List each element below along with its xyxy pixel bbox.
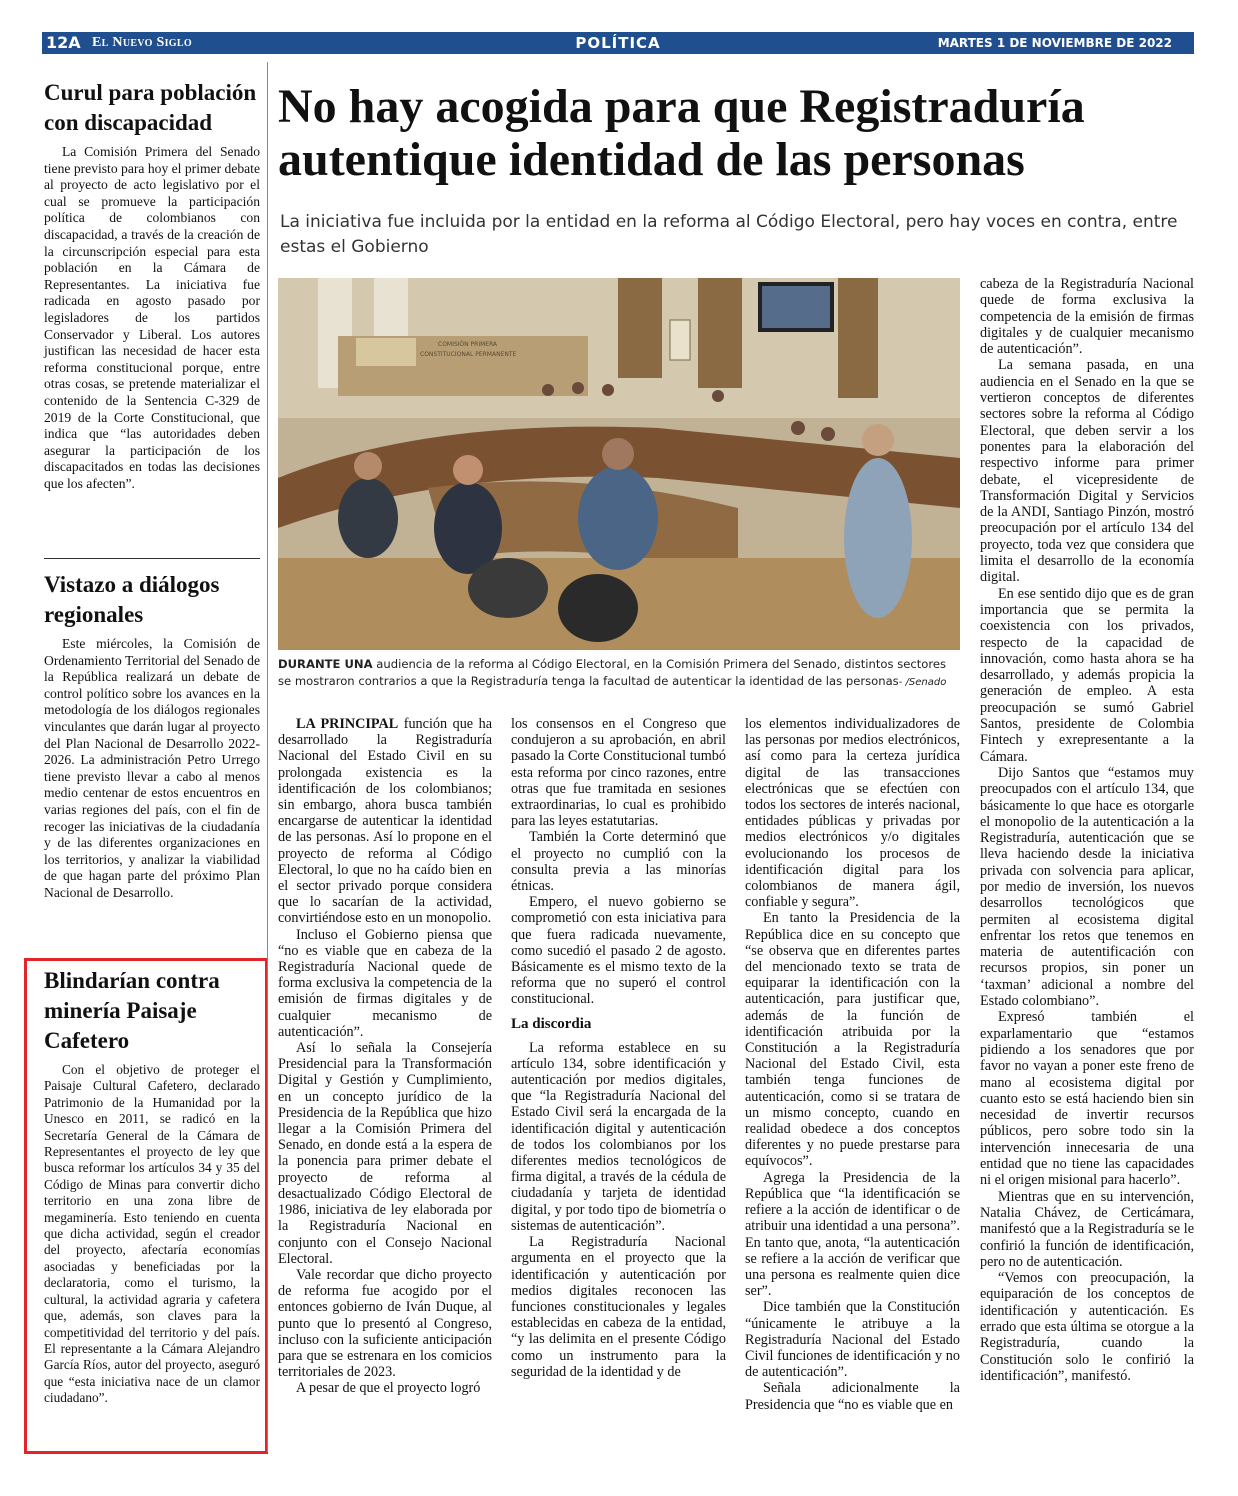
article-paragraph: Dijo Santos que “estamos muy preocupados con el artículo 134, que básicamente lo que hace es otorgarle el monopolio de la autenticación a la Registraduría, autenticación que se lleva haciendo desde la iniciativa privada con solvencia para aplicar, por medio de inversión, los nuevos desarrollos tecnológicos que permiten al ecosistema digital enfrentar los retos que tenemos en materia de autentificación con recursos propios, sin poner un ‘taxman’ adicional a nombre del Estado colombiano”. (980, 764, 1194, 1010)
article-column-4 (980, 276, 1194, 1384)
article-paragraph: cabeza de la Registraduría Nacional quede de forma exclusiva la competencia de la emisión de firmas digitales y de cualquier mecanismo de autenticación”. (980, 276, 1194, 358)
article-paragraph: También la Corte determinó que el proyecto no cumplió con la consulta previa a las minorías étnicas. (511, 829, 726, 895)
brief-title: Vistazo a diálogos regionales (44, 572, 220, 627)
brief-body: Este miércoles, la Comisión de Ordenamiento Territorial del Senado de la República realizará un debate de control político sobre los avances en la metodología de los diálogos regionales vinculantes que darán lugar al proyecto del Plan Nacional de Desarrollo 2022-2026. La administración Petro Urrego tiene previsto llevar a cabo al menos medio centenar de estos encuentros en varias regiones del país, con el fin de recoger las iniciativas de la ciudadanía y de las diferentes organizaciones en los territorios, y analizar la viabilidad de que hagan parte del próximo Plan Nacional de Desarrollo. (44, 636, 260, 900)
article-subhead: La iniciativa fue incluida por la entidad en la reforma al Código Electoral, pero hay voces en contra, entre estas el Gobierno (280, 212, 1178, 257)
article-column-1 (278, 716, 492, 1397)
article-paragraph: Empero, el nuevo gobierno se comprometió con esta iniciativa para que fuera radicada nuevamente, como sucedió el pasado 2 de agosto. Básicamente es el mismo texto de la reforma que no superó el control constitucional. (511, 894, 726, 1008)
issue-date: MARTES 1 DE NOVIEMBRE DE 2022 (937, 36, 1172, 50)
brief-title: Curul para población con discapacidad (44, 80, 257, 135)
article-paragraph: Expresó también el exparlamentario que “estamos pidiendo a los senadores que por favor no vayan a poner este freno de mano al ecosistema digital por cuanto esto se está haciendo bien sin necesidad de invertir recursos públicos, pero sobre todo sin la intervención innecesaria de una entidad que no tiene las capacidades ni el origen misional para hacerlo”. (980, 1009, 1194, 1189)
article-paragraph: los consensos en el Congreso que condujeron a su aprobación, en abril pasado la Corte Constitucional tumbó esta reforma por cinco razones, entre otras que fue tramitada en sesiones extraordinarias, lo cual es prohibido para las leyes estatutarias. (511, 716, 726, 830)
brief-paisaje-cafetero (44, 966, 260, 1407)
brief-dialogos-regionales (44, 570, 260, 902)
brief-body: Con el objetivo de proteger el Paisaje Cultural Cafetero, declarado Patrimonio de la Humanidad por la Unesco en 2011, se radicó en la Secretaría General de la Cámara de Representantes el proyecto de ley que busca reformar los artículos 34 y 35 del Código de Minas para convertir dicho territorio en una zona libre de megaminería. Esto teniendo en cuenta que dicha actividad, según el creador del proyecto, afectaría economías asociadas y beneficiadas por la declaratoria, como el turismo, la cultural, la actividad agraria y cafetera que, además, son claves para la competitividad del territorio y del país. El representante a la Cámara Alejandro García Ríos, autor del proyecto, aseguró que “esta iniciativa nace de un clamor ciudadano”. (44, 1062, 260, 1406)
column-divider (267, 62, 268, 1452)
newspaper-name: El Nuevo Siglo (92, 35, 192, 50)
article-paragraph: los elementos individualizadores de las personas por medios electrónicos, así como para la certeza jurídica digital de las transacciones electrónicas que se efectúen con todos los sectores de interés nacional, entidades públicas y privadas por medios electrónicos y/o digitales evolucionando los procesos de identificación digital para los colombianos de manera ágil, confiable y segura”. (745, 716, 960, 911)
article-paragraph: Agrega la Presidencia de la República que “la identificación se refiere a la acción de identificar o de atribuir una identidad a una persona”. En tanto que, anota, “la autenticación se refiere a la acción de verificar que una persona es realmente quien dice ser”. (745, 1169, 960, 1300)
article-paragraph: La Registraduría Nacional argumenta en el proyecto que la identificación y autenticación por medios digitales reconocen las funciones constitucionales y legales establecidas en cabeza de la entidad, “y las delimita en el presente Código como un instrumento para la seguridad de la identidad y de (511, 1234, 726, 1380)
article-column-2 (511, 716, 726, 1380)
caption-lead: DURANTE UNA (278, 657, 373, 671)
article-headline: No hay acogida para que Registraduría autentique identidad de las personas (278, 80, 1085, 186)
article-column-3 (745, 716, 960, 1413)
article-paragraph: En tanto la Presidencia de la República dice en su concepto que “se observa que en diferentes partes del mencionado texto se trata de equiparar la identificación con la autenticación, para justificar que, además de la función de identificación atribuida por la Constitución a la Registraduría Nacional del Estado Civil, esta también tenga funciones de autenticación, como si se tratara de un mismo concepto, cuando en realidad obedece a dos conceptos diferentes y no puede prestarse para equívocos”. (745, 910, 960, 1170)
brief-discapacidad (44, 78, 260, 492)
article-paragraph: Mientras que en su intervención, Natalia Chávez, de Certicámara, manifestó que a la Registraduría se le confirió la función de identificación, pero no de autenticación. (980, 1188, 1194, 1270)
section-name: POLÍTICA (575, 34, 661, 52)
article-subheading: La discordia (511, 1015, 592, 1032)
photo-caption (278, 656, 962, 691)
article-paragraph: Señala adicionalmente la Presidencia que “no es viable que en (745, 1380, 960, 1413)
article-paragraph: Incluso el Gobierno piensa que “no es viable que en cabeza de la Registraduría Nacional quede de forma exclusiva la competencia de la emisión de firmas digitales y de cualquier mecanismo de autenticación”. (278, 926, 492, 1040)
article-paragraph: Así lo señala la Consejería Presidencial para la Transformación Digital y Gestión y Cumplimiento, en un concepto jurídico de la Presidencia de la República que hizo llegar a la Comisión Primera del Senado, en donde está a la espera de la ponencia para primer debate el proyecto de reforma al desactualizado Código Electoral de 1986, iniciativa de ley elaborada por la Registraduría Nacional en conjunto con el Consejo Nacional Electoral. (278, 1040, 492, 1267)
page-header-bar (42, 32, 1194, 54)
article-paragraph: “Vemos con preocupación, la equiparación de los conceptos de identificación y autenticación. Es errado que esta última se otorgue a la Registraduría, cuando la Constitución solo le confirió la identificación”, manifestó. (980, 1270, 1194, 1384)
page-number: 12A (46, 33, 81, 52)
brief-body: La Comisión Primera del Senado tiene previsto para hoy el primer debate al proyecto de acto legislativo por el cual se promueve la participación política de colombianos con discapacidad, a través de la creación de la circunscripción especial para esta población en la Cámara de Representantes. La iniciativa fue radicada en agosto pasado por legisladores de los partidos Conservador y Liberal. Los autores justifican las necesidad de hacer esta reforma constitucional porque, entre otras cosas, se pretende materializar el contenido de la Sentencia C-329 de 2019 de la Corte Constitucional, que indica que “las autoridades deben asegurar la participación de los discapacitados en todas las decisiones que los afecten”. (44, 144, 260, 491)
brief-title: Blindarían contra minería Paisaje Cafetero (44, 968, 220, 1053)
photo-sign-line2: CONSTITUCIONAL PERMANENTE (420, 351, 517, 358)
lead-in: LA PRINCIPAL (296, 716, 399, 732)
article-paragraph: Vale recordar que dicho proyecto de reforma fue acogido por el entonces gobierno de Iván Duque, al punto que lo presentó al Congreso, incluso con la suficiente anticipación para que se estrenara en los comicios territoriales de 2023. (278, 1266, 492, 1381)
article-paragraph: A pesar de que el proyecto logró (296, 1380, 481, 1397)
article-paragraph: En ese sentido dijo que es de gran importancia que se permita la coexistencia con los privados, respecto de la capacidad de innovación, como hasta ahora se ha desarrollado, y además propicia la generación de empleo. A esta preocupación se sumó Gabriel Santos, presidente de Colombia Fintech y exrepresentante a la Cámara. (980, 585, 1194, 765)
article-paragraph: Dice también que la Constitución “únicamente le atribuye a la Registraduría Nacional del Estado Civil funciones de identificación y no de autenticación”. (745, 1299, 960, 1381)
article-paragraph: La semana pasada, en una audiencia en el Senado en la que se vertieron conceptos de diferentes sectores sobre la reforma al Código Electoral, que deben servir a los ponentes para la elaboración del respectivo informe para primer debate, el vicepresidente de Transformación Digital y Servicios de la ANDI, Santiago Pinzón, mostró preocupación por el artículo 134 del proyecto, toda vez que considera que limita el desarrollo de la economía digital. (980, 357, 1194, 586)
photo-credit: - /Senado (898, 677, 947, 688)
caption-text: audiencia de la reforma al Código Electoral, en la Comisión Primera del Senado, distintos sectores se mostraron contrarios a que la Registraduría tenga la facultad de autenticar la identidad de las personas (278, 657, 947, 688)
article-paragraph: LA PRINCIPAL función que ha desarrollado la Registraduría Nacional del Estado Civil en su prolongada existencia es la identificación de los colombianos; sin embargo, ahora busca también encargarse de autenticar la identidad de las personas. Así lo propone en el proyecto de reforma al Código Electoral, lo que no ha caído bien en el sector privado porque considera que lo sacarían de la actividad, convirtiéndose esto en un monopolio. (278, 716, 492, 927)
article-paragraph: La reforma establece en su artículo 134, sobre identificación y autenticación por medios digitales, que “la Registraduría Nacional del Estado Civil será la encargada de la identificación digital y autenticación de todos los colombianos por los diferentes medios tecnológicos de firma digital, a través de la cédula de ciudadanía y tarjeta de identidad digital, y por todo tipo de biometría o sistemas de autenticación”. (511, 1039, 726, 1234)
article-photo (278, 278, 960, 650)
brief-divider (44, 558, 260, 559)
photo-sign-line1: COMISIÓN PRIMERA (438, 341, 498, 348)
